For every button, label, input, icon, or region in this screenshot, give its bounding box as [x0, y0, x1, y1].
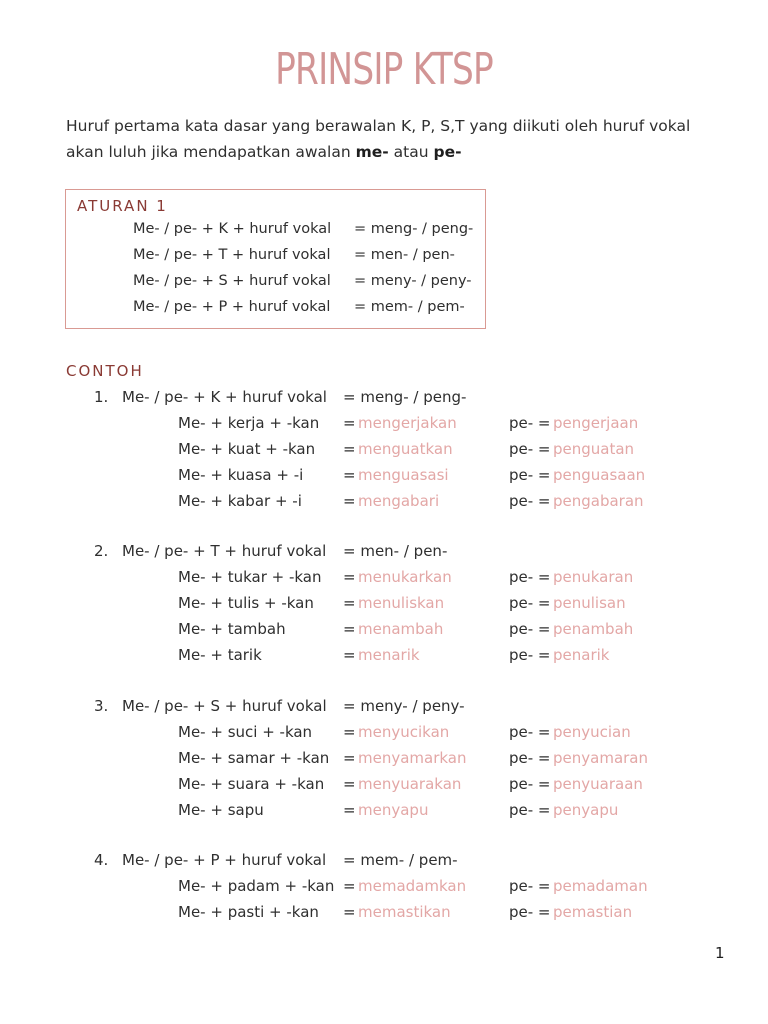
group-heading: Me- / pe- + S + huruf vokal — [122, 697, 327, 715]
example-me-word: menambah — [358, 620, 444, 638]
example-base: Me- + pasti + -kan — [178, 903, 319, 921]
example-me-word: menguatkan — [358, 440, 453, 458]
example-pe-word: penyapu — [553, 801, 619, 819]
rule-rhs: = meny- / peny- — [354, 273, 472, 289]
rule-line — [133, 299, 465, 315]
rule-line — [133, 247, 455, 263]
example-pe-label: pe- = — [509, 749, 551, 767]
example-base: Me- + suara + -kan — [178, 775, 325, 793]
rule-lhs: Me- / pe- + S + huruf vokal — [133, 273, 331, 289]
example-base: Me- + samar + -kan — [178, 749, 330, 767]
group-heading-result: = meng- / peng- — [343, 388, 467, 406]
example-pe-word: pengabaran — [553, 492, 644, 510]
example-pe-label: pe- = — [509, 492, 551, 510]
example-pe-word: penukaran — [553, 568, 634, 586]
example-me-word: mengabari — [358, 492, 440, 510]
example-equals: = — [343, 594, 356, 612]
example-base: Me- + sapu — [178, 801, 264, 819]
example-equals: = — [343, 877, 356, 895]
example-base: Me- + kuat + -kan — [178, 440, 316, 458]
example-me-word: memadamkan — [358, 877, 467, 895]
example-pe-label: pe- = — [509, 620, 551, 638]
contoh-heading: CONTOH — [66, 362, 144, 380]
example-pe-word: pengerjaan — [553, 414, 639, 432]
rule-line — [133, 273, 472, 289]
example-me-word: menyucikan — [358, 723, 450, 741]
example-pe-word: penyuaraan — [553, 775, 643, 793]
example-pe-label: pe- = — [509, 594, 551, 612]
example-pe-word: penarik — [553, 646, 610, 664]
example-pe-word: penguatan — [553, 440, 635, 458]
example-equals: = — [343, 749, 356, 767]
example-pe-label: pe- = — [509, 568, 551, 586]
example-pe-label: pe- = — [509, 775, 551, 793]
example-base: Me- + tarik — [178, 646, 262, 664]
intro-line-1: Huruf pertama kata dasar yang berawalan K, P, S,T yang diikuti oleh huruf vokal — [66, 117, 691, 135]
example-pe-word: pemastian — [553, 903, 633, 921]
example-me-word: menyamarkan — [358, 749, 467, 767]
example-me-word: menyuarakan — [358, 775, 462, 793]
page-title: PRINSIP KTSP — [275, 44, 493, 95]
example-equals: = — [343, 568, 356, 586]
rule-line — [133, 221, 474, 237]
group-number: 2. — [94, 542, 109, 560]
group-heading: Me- / pe- + K + huruf vokal — [122, 388, 327, 406]
example-base: Me- + padam + -kan — [178, 877, 335, 895]
intro-paragraph — [66, 113, 726, 165]
rule-box — [65, 189, 486, 329]
example-pe-label: pe- = — [509, 877, 551, 895]
intro-atau: atau — [393, 143, 429, 161]
example-equals: = — [343, 903, 356, 921]
intro-pe-prefix: pe- — [433, 143, 462, 161]
example-pe-label: pe- = — [509, 414, 551, 432]
example-pe-word: penambah — [553, 620, 634, 638]
example-equals: = — [343, 801, 356, 819]
example-pe-label: pe- = — [509, 646, 551, 664]
rule-rhs: = mem- / pem- — [354, 299, 465, 315]
example-pe-word: penguasaan — [553, 466, 646, 484]
intro-me-prefix: me- — [355, 143, 389, 161]
example-me-word: menyapu — [358, 801, 429, 819]
example-base: Me- + tukar + -kan — [178, 568, 322, 586]
example-equals: = — [343, 466, 356, 484]
group-heading: Me- / pe- + T + huruf vokal — [122, 542, 327, 560]
intro-line-2: akan luluh jika mendapatkan awalan — [66, 143, 351, 161]
rule-rhs: = meng- / peng- — [354, 221, 474, 237]
group-heading-result: = men- / pen- — [343, 542, 448, 560]
example-equals: = — [343, 646, 356, 664]
example-base: Me- + kabar + -i — [178, 492, 302, 510]
example-base: Me- + tulis + -kan — [178, 594, 314, 612]
group-number: 1. — [94, 388, 109, 406]
group-number: 3. — [94, 697, 109, 715]
group-heading: Me- / pe- + P + huruf vokal — [122, 851, 327, 869]
rule-title: ATURAN 1 — [77, 197, 168, 215]
example-base: Me- + suci + -kan — [178, 723, 313, 741]
rule-rhs: = men- / pen- — [354, 247, 455, 263]
example-equals: = — [343, 492, 356, 510]
example-equals: = — [343, 775, 356, 793]
page-number: 1 — [715, 944, 725, 962]
group-heading-result: = meny- / peny- — [343, 697, 465, 715]
example-pe-word: pemadaman — [553, 877, 648, 895]
example-equals: = — [343, 414, 356, 432]
example-pe-label: pe- = — [509, 723, 551, 741]
example-pe-word: penulisan — [553, 594, 626, 612]
example-pe-label: pe- = — [509, 466, 551, 484]
example-pe-label: pe- = — [509, 440, 551, 458]
example-equals: = — [343, 723, 356, 741]
rule-lhs: Me- / pe- + K + huruf vokal — [133, 221, 332, 237]
example-base: Me- + tambah — [178, 620, 286, 638]
example-pe-label: pe- = — [509, 801, 551, 819]
group-heading-result: = mem- / pem- — [343, 851, 458, 869]
example-me-word: memastikan — [358, 903, 451, 921]
example-me-word: menarik — [358, 646, 420, 664]
example-me-word: menukarkan — [358, 568, 452, 586]
example-me-word: menguasasi — [358, 466, 449, 484]
example-equals: = — [343, 620, 356, 638]
example-equals: = — [343, 440, 356, 458]
example-base: Me- + kerja + -kan — [178, 414, 320, 432]
example-me-word: mengerjakan — [358, 414, 457, 432]
example-base: Me- + kuasa + -i — [178, 466, 304, 484]
rule-lhs: Me- / pe- + P + huruf vokal — [133, 299, 331, 315]
rule-lhs: Me- / pe- + T + huruf vokal — [133, 247, 331, 263]
example-pe-word: penyamaran — [553, 749, 648, 767]
example-pe-label: pe- = — [509, 903, 551, 921]
group-number: 4. — [94, 851, 109, 869]
example-pe-word: penyucian — [553, 723, 631, 741]
example-me-word: menuliskan — [358, 594, 445, 612]
